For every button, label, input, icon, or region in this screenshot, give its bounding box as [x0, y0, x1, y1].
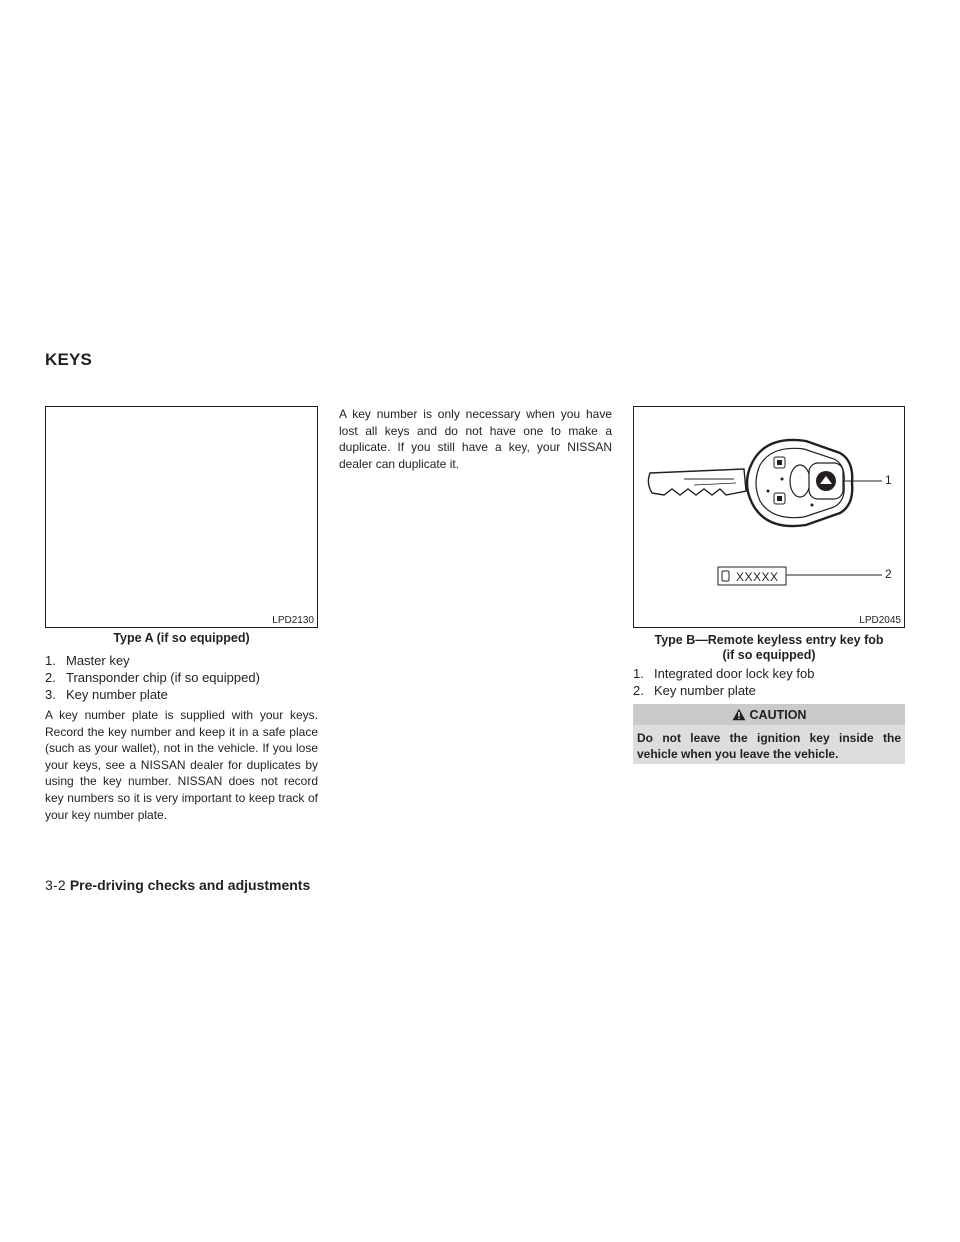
callout-label-2: 2: [885, 567, 892, 581]
caution-text: Do not leave the ignition key inside the vehicle when you leave the vehicle.: [637, 731, 901, 761]
figure-type-b: [633, 406, 905, 628]
list-item: 3. Key number plate: [45, 687, 168, 702]
section-title: KEYS: [45, 350, 93, 369]
list-item: 2. Transponder chip (if so equipped): [45, 670, 260, 685]
warning-icon: [732, 708, 746, 721]
paragraph-key-number-plate: A key number plate is supplied with your keys. Record the key number and keep it in a safe place (such as your wallet), not in the vehicle. If you lose your keys, see a NISSAN dealer for duplicates by using the key number. NISSAN does not record key numbers so it is very important to keep track of your key number plate.: [45, 708, 318, 822]
parts-list-type-a: [45, 652, 325, 703]
paragraph-key-number: A key number is only necessary when you have lost all keys and do not have one to make a duplicate. If you still have a key, your NISSAN dealer can duplicate it.: [339, 407, 612, 471]
chapter-title: Pre-driving checks and adjustments: [69, 877, 311, 893]
parts-list-type-b: [633, 665, 905, 699]
callout-label-1: 1: [885, 473, 892, 487]
list-item: 1. Master key: [45, 653, 130, 668]
caution-box: [633, 704, 905, 764]
figure-caption: Type B—Remote keyless entry key fob (if so equipped): [654, 633, 884, 662]
plate-text: XXXXX: [736, 570, 779, 584]
list-item: 1. Integrated door lock key fob: [633, 666, 815, 681]
figure-type-a: [45, 406, 318, 628]
figure-code: LPD2045: [859, 615, 901, 626]
caution-heading: [633, 704, 905, 725]
figure-caption: Type A (if so equipped): [113, 631, 250, 645]
list-item: 2. Key number plate: [633, 683, 756, 698]
page-footer: [45, 877, 310, 893]
page-number: 3-2: [45, 877, 66, 893]
figure-code: LPD2130: [272, 615, 314, 626]
caution-label: CAUTION: [749, 707, 807, 722]
key-fob-illustration: [634, 407, 904, 627]
